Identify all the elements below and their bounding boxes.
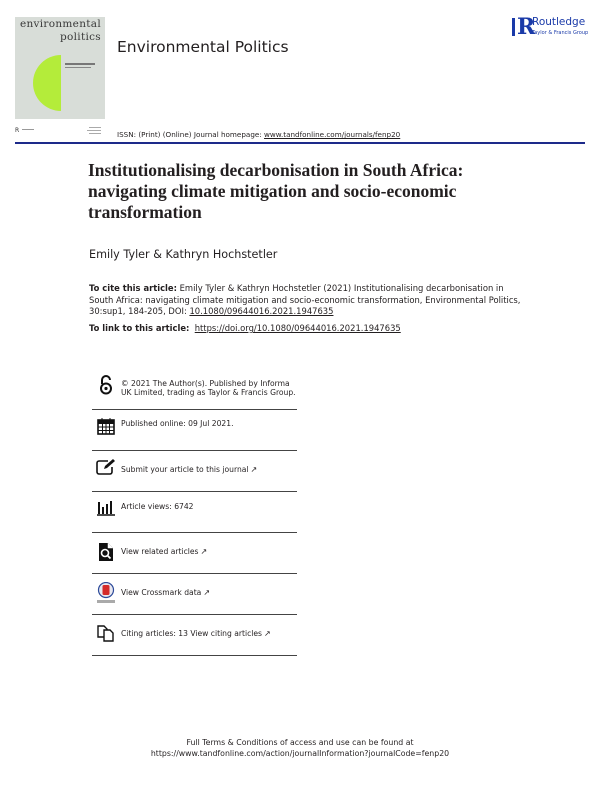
journal-cover-image	[15, 17, 105, 119]
crossmark-row[interactable]	[92, 574, 297, 615]
article-views-text: Article views: 6742	[121, 502, 194, 511]
published-online-row	[92, 410, 297, 451]
published-online-text: Published online: 09 Jul 2021.	[121, 419, 234, 428]
related-articles-link[interactable]	[121, 547, 299, 556]
submit-article-row[interactable]	[92, 451, 297, 492]
cite-label: To cite this article:	[89, 283, 177, 293]
article-authors: Emily Tyler & Kathryn Hochstetler	[89, 248, 278, 261]
header-divider	[15, 142, 585, 144]
external-link-icon: ↗	[250, 465, 258, 474]
issn-text: ISSN: (Print) (Online) Journal homepage:	[117, 130, 265, 139]
logo-bar-icon	[512, 18, 515, 36]
citing-articles-row[interactable]	[92, 615, 297, 656]
submit-article-link[interactable]	[121, 465, 299, 474]
crossmark-icon	[96, 583, 116, 603]
article-doi-link[interactable]: https://doi.org/10.1080/09644016.2021.1947635	[194, 323, 401, 333]
article-title: Institutionalising decarbonisation in South Africa: navigating climate mitigation and socio-economic transformation	[88, 160, 464, 222]
citation-block	[89, 283, 529, 318]
terms-footer	[0, 737, 600, 759]
routledge-logo	[512, 15, 592, 41]
cover-footer	[15, 126, 105, 138]
external-link-icon: ↗	[200, 547, 208, 556]
citing-articles-link[interactable]	[121, 629, 299, 638]
open-access-row	[92, 369, 297, 410]
open-access-icon	[96, 375, 116, 395]
edit-icon	[96, 457, 116, 477]
logo-r-icon: R	[517, 14, 536, 40]
publisher-name: Routledge	[532, 16, 586, 28]
cover-title-line2: politics	[59, 31, 101, 43]
article-views-row	[92, 492, 297, 533]
issn-line	[117, 130, 400, 139]
cover-text-decoration	[65, 67, 91, 68]
publisher-subtitle: Taylor & Francis Group	[532, 30, 589, 36]
article-link-line	[89, 323, 401, 333]
citing-articles-icon	[96, 623, 116, 643]
cover-title-line1: environmental	[19, 18, 101, 30]
cite-text: Emily Tyler & Kathryn Hochstetler (2021) Institutionalising decarbonisation in South Africa: navigating climate mitigation and socio-economic transformation, Environmental Politics, 30:sup1, 184-205, DOI:	[89, 283, 521, 317]
crossmark-label[interactable]: View Crossmark data	[121, 588, 202, 597]
copyright-text: © 2021 The Author(s). Published by Informa UK Limited, trading as Taylor & Francis Group.	[121, 379, 296, 398]
link-label: To link to this article:	[89, 323, 190, 333]
terms-text: Full Terms & Conditions of access and use can be found at	[186, 738, 414, 747]
journal-homepage-link[interactable]: www.tandfonline.com/journals/fenp20	[264, 130, 401, 139]
related-articles-row[interactable]	[92, 533, 297, 574]
related-articles-label[interactable]: View related articles	[121, 547, 199, 556]
submit-article-label[interactable]: Submit your article to this journal	[121, 465, 249, 474]
terms-url[interactable]: https://www.tandfonline.com/action/journalInformation?journalCode=fenp20	[150, 749, 450, 758]
cover-text-decoration	[65, 63, 95, 65]
external-link-icon: ↗	[203, 588, 211, 597]
search-document-icon	[96, 542, 116, 562]
cite-doi-link[interactable]: 10.1080/09644016.2021.1947635	[189, 306, 334, 317]
external-link-icon: ↗	[264, 629, 271, 638]
crossmark-link[interactable]	[121, 588, 299, 597]
bar-chart-icon	[96, 498, 116, 518]
cover-publisher-mark: R	[15, 127, 20, 134]
journal-title: Environmental Politics	[117, 38, 289, 56]
calendar-icon	[96, 416, 116, 436]
citing-articles-label[interactable]: Citing articles: 13 View citing articles	[121, 629, 262, 638]
article-info-box	[92, 369, 297, 656]
